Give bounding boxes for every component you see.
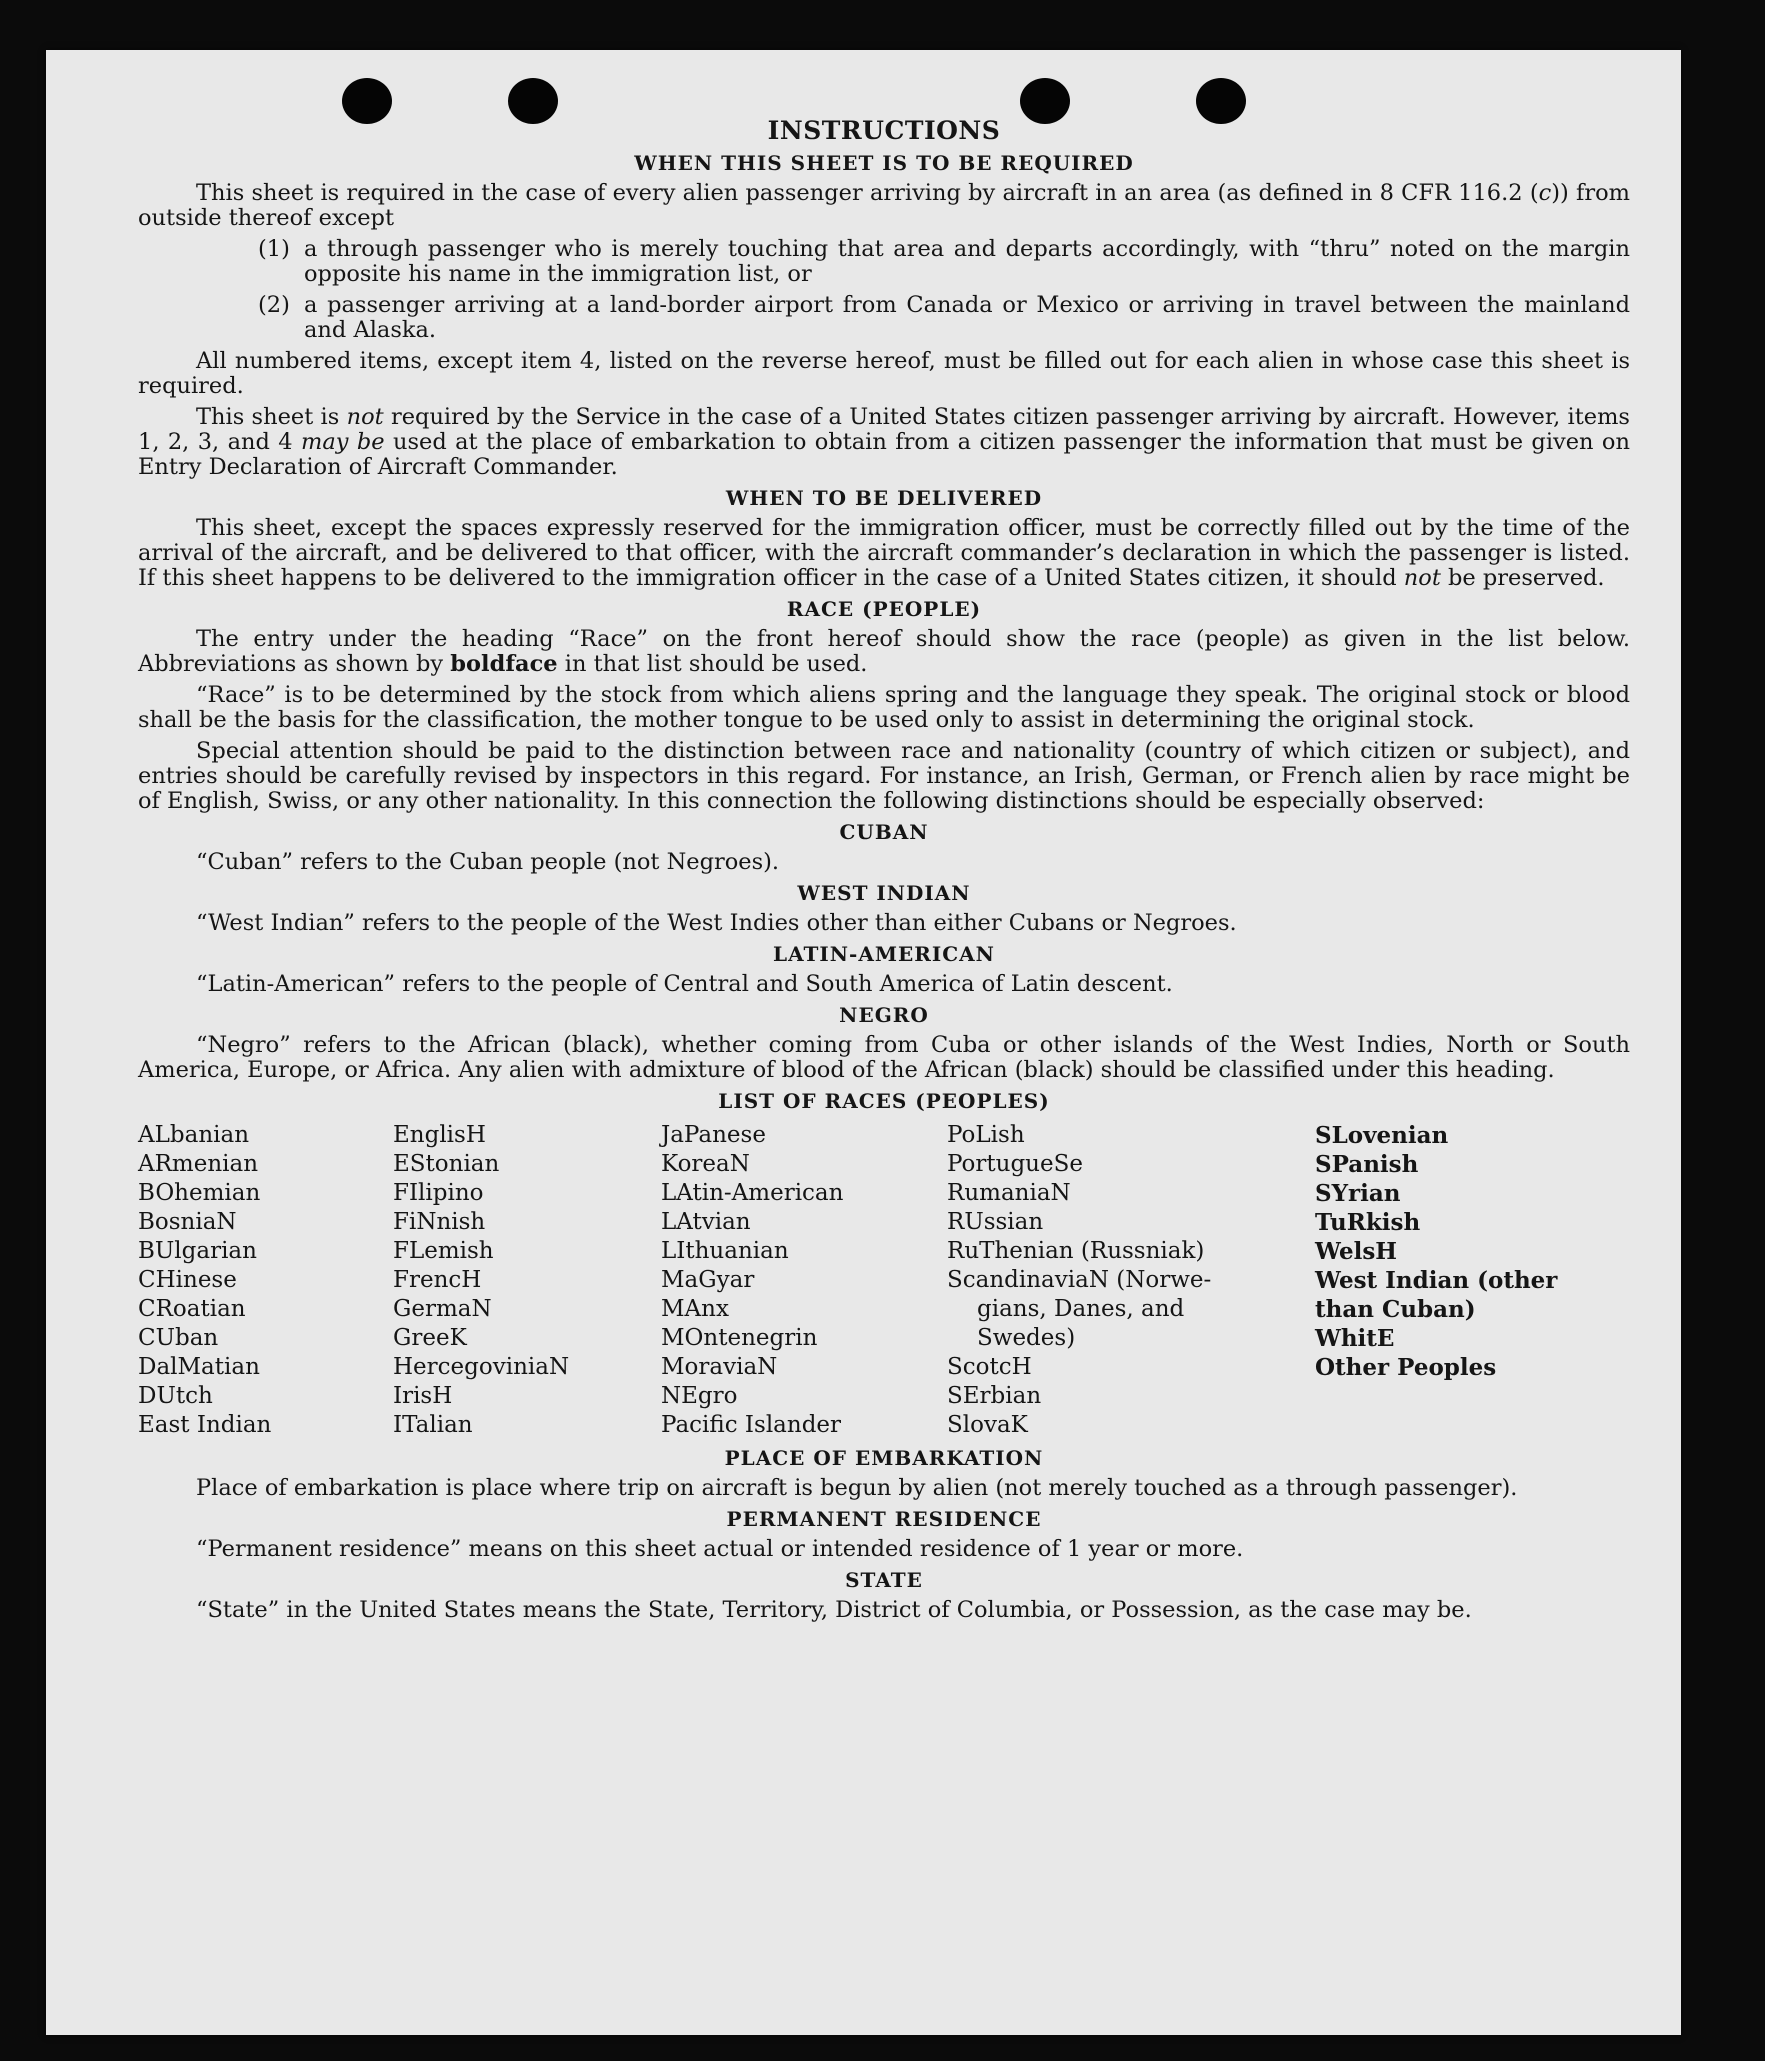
- paragraph-embarkation: Place of embarkation is place where trip on aircraft is begun by alien (not merely touched as a through passenger).: [196, 1475, 1518, 1501]
- race-list-item: MoraviaN: [661, 1354, 778, 1380]
- race-list-item: MaGyar: [661, 1267, 755, 1293]
- race-list-item: GreeK: [393, 1325, 467, 1351]
- race-list-item: West Indian (other: [1315, 1267, 1558, 1294]
- paragraph-citizen: This sheet is not required by the Service in the case of a United States citizen passenger arriving by aircraft. However, items 1, 2, 3, and 4 may be used at the place of embarkation to obtain from a citizen passenger the information that must be given on Entry Declaration of Aircraft Commander.: [138, 404, 1630, 480]
- race-list-item: WelsH: [1315, 1238, 1398, 1265]
- paragraph-required-intro: This sheet is required in the case of every alien passenger arriving by aircraft in an area (as defined in 8 CFR 116.2 (c)) from outside thereof except: [138, 180, 1630, 231]
- race-list-item: ALbanian: [138, 1122, 250, 1148]
- race-list-item: ARmenian: [138, 1151, 259, 1177]
- race-list-item: MOntenegrin: [661, 1325, 818, 1351]
- paragraph-delivered: This sheet, except the spaces expressly reserved for the immigration officer, must be correctly filled out by the time of the arrival of the aircraft, and be delivered to that officer, with the aircraft commander’s declaration in which the passenger is listed. If this sheet happens to be delivered to the immigration officer in the case of a United States citizen, it should not be preserved.: [138, 515, 1630, 591]
- race-list-item: than Cuban): [1315, 1296, 1476, 1323]
- race-list-item: EnglisH: [393, 1122, 486, 1148]
- race-list-item: LAtvian: [661, 1209, 751, 1235]
- race-list-item: SLovenian: [1315, 1122, 1449, 1149]
- paragraph-state: “State” in the United States means the State, Territory, District of Columbia, or Possession, as the case may be.: [196, 1597, 1472, 1623]
- race-list-item: Pacific Islander: [661, 1412, 842, 1438]
- race-list-item: BosniaN: [138, 1209, 237, 1235]
- race-list-item: HercegoviniaN: [393, 1354, 570, 1380]
- paragraph-negro: “Negro” refers to the African (black), whether coming from Cuba or other islands of the West Indies, North or South America, Europe, or Africa. Any alien with admixture of blood of the African (black) should be classified under this heading.: [138, 1032, 1630, 1083]
- race-list-item: RUssian: [947, 1209, 1044, 1235]
- instructions-content: [138, 114, 1630, 1629]
- exception-item-1: (1) a through passenger who is merely touching that area and departs accordingly, with “thru” noted on the margin opposite his name in the immigration list, or: [258, 236, 1630, 287]
- race-list-item: CRoatian: [138, 1296, 246, 1322]
- race-list-item: Swedes): [977, 1325, 1076, 1351]
- section-heading-list-of-races: LIST OF RACES (PEOPLES): [718, 1089, 1050, 1113]
- races-column-3: [661, 1121, 947, 1440]
- race-list-item: ScandinaviaN (Norwe-: [947, 1267, 1212, 1293]
- race-list-item: gians, Danes, and: [977, 1296, 1185, 1322]
- race-list-item: SErbian: [947, 1383, 1042, 1409]
- paragraph-residence: “Permanent residence” means on this sheet actual or intended residence of 1 year or more.: [196, 1536, 1244, 1562]
- race-list-item: MAnx: [661, 1296, 729, 1322]
- races-list: [138, 1121, 1630, 1440]
- race-list-item: SlovaK: [947, 1412, 1028, 1438]
- race-list-item: IrisH: [393, 1383, 453, 1409]
- race-list-item: BOhemian: [138, 1180, 261, 1206]
- race-list-item: PoLish: [947, 1122, 1025, 1148]
- paragraph-latin-american: “Latin-American” refers to the people of Central and South America of Latin descent.: [196, 971, 1173, 997]
- section-heading-cuban: CUBAN: [839, 820, 929, 844]
- section-heading-latin-american: LATIN-AMERICAN: [773, 942, 995, 966]
- paragraph-race-entry: The entry under the heading “Race” on the front hereof should show the race (people) as given in the list below. Abbreviations as shown by boldface in that list should be used.: [138, 626, 1630, 677]
- race-list-item: NEgro: [661, 1383, 738, 1409]
- section-heading-when-required: WHEN THIS SHEET IS TO BE REQUIRED: [634, 151, 1134, 175]
- race-list-item: FiNnish: [393, 1209, 486, 1235]
- race-list-item: East Indian: [138, 1412, 272, 1438]
- race-list-item: BUlgarian: [138, 1238, 257, 1264]
- races-column-5: [1315, 1121, 1630, 1440]
- race-list-item: Other Peoples: [1315, 1354, 1497, 1381]
- paragraph-race-definition: “Race” is to be determined by the stock from which aliens spring and the language they speak. The original stock or blood shall be the basis for the classification, the mother tongue to be used only to assist in determining the original stock.: [138, 682, 1630, 733]
- section-heading-embarkation: PLACE OF EMBARKATION: [724, 1446, 1044, 1470]
- paragraph-cuban: “Cuban” refers to the Cuban people (not Negroes).: [196, 849, 780, 875]
- race-list-item: SYrian: [1315, 1180, 1401, 1207]
- race-list-item: LIthuanian: [661, 1238, 789, 1264]
- page-title: INSTRUCTIONS: [767, 116, 1001, 145]
- race-list-item: SPanish: [1315, 1151, 1419, 1178]
- race-list-item: KoreaN: [661, 1151, 750, 1177]
- section-heading-race: RACE (PEOPLE): [786, 597, 982, 621]
- race-list-item: DalMatian: [138, 1354, 260, 1380]
- races-column-4: [947, 1121, 1315, 1440]
- race-list-item: LAtin-American: [661, 1180, 844, 1206]
- section-heading-residence: PERMANENT RESIDENCE: [726, 1507, 1042, 1531]
- section-heading-west-indian: WEST INDIAN: [797, 881, 971, 905]
- section-heading-negro: NEGRO: [839, 1003, 929, 1027]
- race-list-item: TuRkish: [1315, 1209, 1421, 1236]
- race-list-item: CHinese: [138, 1267, 237, 1293]
- paragraph-all-numbered: All numbered items, except item 4, listed on the reverse hereof, must be filled out for each alien in whose case this sheet is required.: [138, 348, 1630, 399]
- exception-item-2: (2) a passenger arriving at a land-border airport from Canada or Mexico or arriving in travel between the mainland and Alaska.: [258, 292, 1630, 343]
- race-list-item: CUban: [138, 1325, 219, 1351]
- races-column-2: [393, 1121, 661, 1440]
- document-page: [46, 50, 1681, 2035]
- section-heading-when-delivered: WHEN TO BE DELIVERED: [725, 486, 1043, 510]
- race-list-item: EStonian: [393, 1151, 500, 1177]
- race-list-item: ITalian: [393, 1412, 473, 1438]
- race-list-item: FrencH: [393, 1267, 482, 1293]
- race-list-item: ScotcH: [947, 1354, 1032, 1380]
- race-list-item: PortugueSe: [947, 1151, 1083, 1177]
- race-list-item: WhitE: [1315, 1325, 1395, 1352]
- race-list-item: FLemish: [393, 1238, 494, 1264]
- section-heading-state: STATE: [845, 1568, 923, 1592]
- races-column-1: [138, 1121, 393, 1440]
- race-list-item: DUtch: [138, 1383, 213, 1409]
- race-list-item: GermaN: [393, 1296, 492, 1322]
- race-list-item: FIlipino: [393, 1180, 484, 1206]
- race-list-item: JaPanese: [661, 1122, 766, 1148]
- paragraph-race-nationality: Special attention should be paid to the distinction between race and nationality (country of which citizen or subject), and entries should be carefully revised by inspectors in this regard. For instance, an Irish, German, or French alien by race might be of English, Swiss, or any other nationality. In this connection the following distinctions should be especially observed:: [138, 738, 1630, 814]
- paragraph-west-indian: “West Indian” refers to the people of the West Indies other than either Cubans or Negroes.: [196, 910, 1237, 936]
- race-list-item: RuThenian (Russniak): [947, 1238, 1205, 1264]
- race-list-item: RumaniaN: [947, 1180, 1071, 1206]
